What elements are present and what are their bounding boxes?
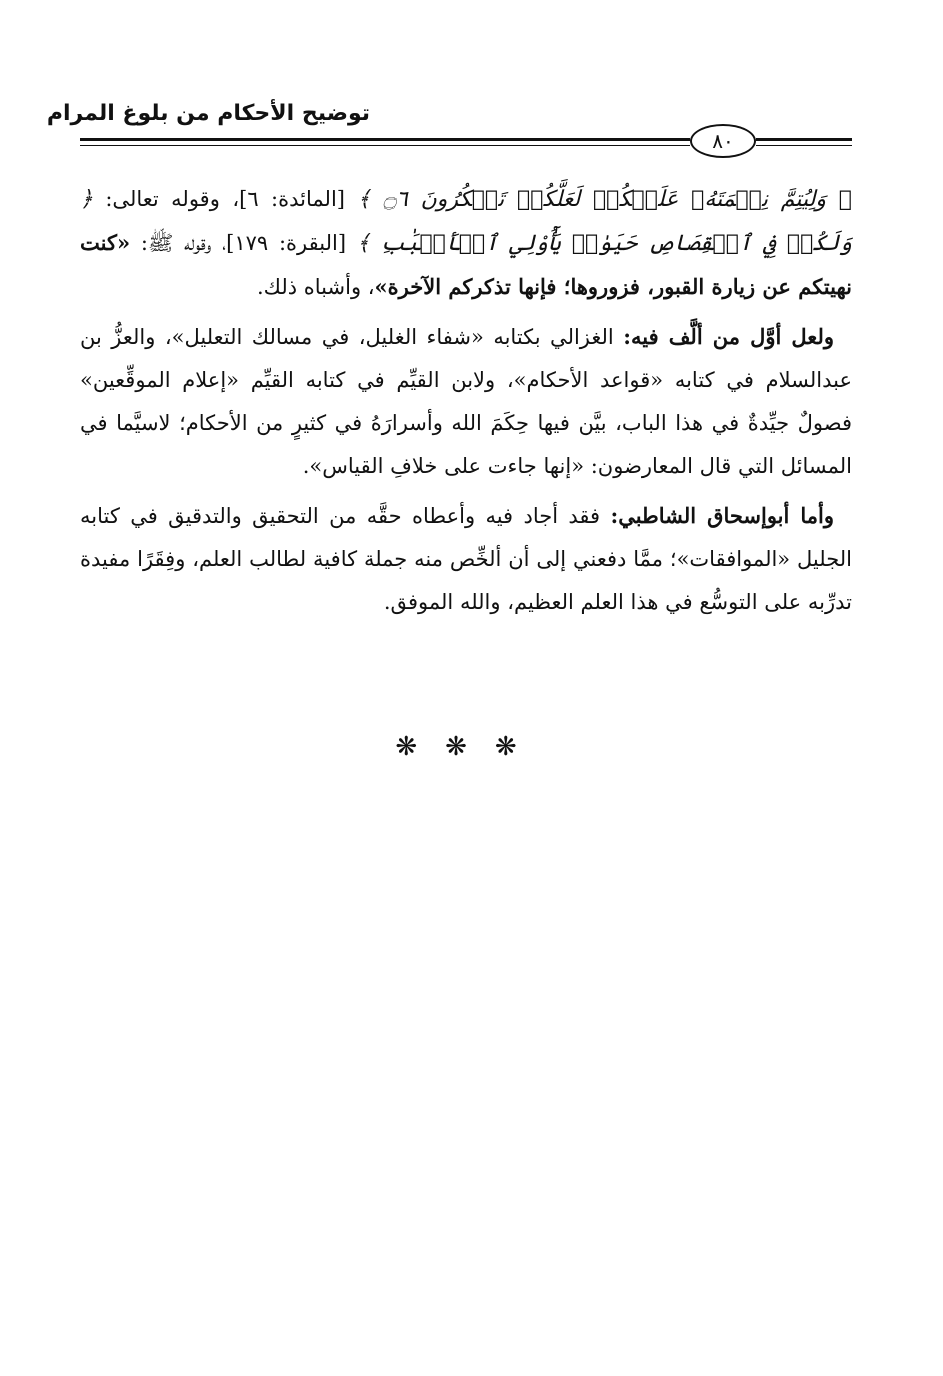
page-number: ٨٠: [690, 124, 756, 158]
quran-verse: ﴿ وَلِيُتِمَّ نِعۡمَتَهُۥ عَلَيۡكُمۡ لَعَلَّكُمۡ تَشۡكُرُونَ ۝٦ ﴾: [357, 187, 853, 212]
paragraph-ending: ، وأشباه ذلك.: [256, 275, 375, 299]
verse-reference: [المائدة: ٦]، وقوله تعالى:: [105, 187, 345, 211]
paragraph-3: [80, 494, 852, 624]
paragraph-1: [80, 178, 852, 309]
header-rule-thick: [80, 138, 690, 141]
verse-reference: [البقرة: ١٧٩]، وقوله ﷺ:: [140, 231, 347, 255]
hadith-quote: «كنت نهيتكم عن زيارة القبور، فزوروها؛ فإنها تذكركم الآخرة»: [80, 230, 852, 299]
paragraph-2: [80, 315, 852, 488]
section-separator: ❋❋❋: [395, 732, 545, 762]
header-rule-thin-right: [756, 145, 852, 146]
header-rule-thin: [80, 145, 690, 146]
main-text: [80, 178, 852, 624]
running-title: توضيح الأحكام من بلوغ المرام: [46, 101, 370, 126]
paragraph-text: الغزالي بكتابه «شفاء الغليل، في مسالك التعليل»، والعزُّ بن عبدالسلام في كتابه «قواعد الأحكام»، ولابن القيِّم في كتابه القيِّم «إعلام الموقِّعين» فصولٌ جيِّدةٌ في هذا الباب، بيَّن فيها حِكَمَ الله وأسرارَهُ في كثيرٍ من الأحكام؛ لاسيَّما في المسائل التي قال المعارضون: «إنها جاءت على خلافِ القياس».: [80, 325, 852, 478]
quran-verse: ﴿ وَلَكُمۡ فِي ٱلۡقِصَاصِ حَيَوٰةٞ يَٰٓأُوْلِي ٱلۡأَلۡبَٰبِ ﴾: [80, 187, 852, 256]
paragraph-lead: ولعل أوَّل من ألَّف فيه:: [623, 324, 834, 349]
header-rule-thick-right: [756, 138, 852, 141]
paragraph-lead: وأما أبوإسحاق الشاطبي:: [610, 503, 834, 528]
paragraph-text: فقد أجاد فيه وأعطاه حقَّه من التحقيق والتدقيق في كتابه الجليل «الموافقات»؛ ممَّا دفعني إلى أن ألخِّص منه جملة كافية لطالب العلم، وفِقَرًا مفيدة تدرِّبه على التوسُّع في هذا العلم العظيم، والله الموفق.: [80, 504, 853, 614]
